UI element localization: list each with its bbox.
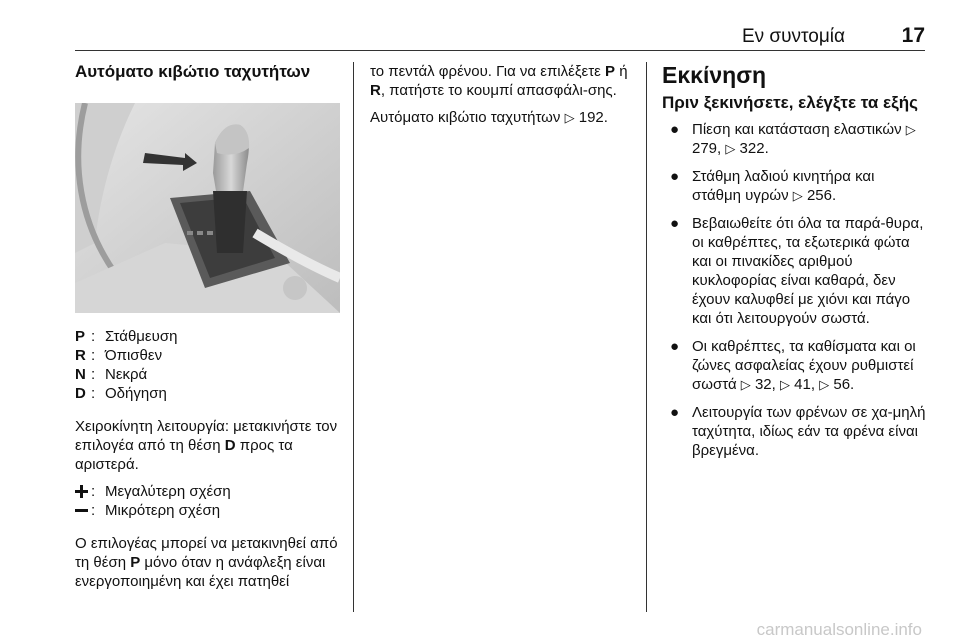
cross-reference[interactable]: Αυτόματο κιβώτιο ταχυτήτων ▷ 192. [370,109,608,126]
list-item: ● Πίεση και κατάσταση ελαστικών ▷ 279, ▷ 322. [670,121,916,157]
page-reference[interactable]: 32, [754,376,780,393]
reference-arrow-icon: ▷ [779,377,790,392]
column-3 [662,62,927,469]
reference-arrow-icon: ▷ [564,110,575,125]
continued-paragraph: το πεντάλ φρένου. Για να επιλέξετε P ή R, πατήστε το κουμπί απασφάλι-σης. [370,63,628,99]
page-reference[interactable]: 56. [833,376,855,393]
legend-text: Όπισθεν [105,347,163,364]
list-item: ● Οι καθρέπτες, τα καθίσματα και οι ζώνες ασφαλείας έχουν ρυθμιστεί σωστά ▷ 32, ▷ 41, ▷ 56. [670,338,916,393]
legend-row: N : Νεκρά [75,366,148,383]
legend-key: N [75,366,86,383]
column-1 [75,62,343,599]
legend-row: : Μικρότερη σχέση [75,501,343,520]
reference-arrow-icon: ▷ [792,188,803,203]
legend-key: R [75,347,86,364]
legend-text: Νεκρά [105,366,148,383]
watermark: carmanualsonline.info [756,620,922,639]
bullet-icon: ● [670,338,680,355]
bullet-icon: ● [670,121,680,138]
section-heading: Εκκίνηση [662,62,767,88]
reference-arrow-icon: ▷ [819,377,830,392]
page-number: 17 [901,24,925,47]
bullet-icon: ● [670,404,680,421]
manual-shift-legend [75,482,343,520]
legend-row: P : Στάθμευση [75,328,178,345]
legend-text: Μικρότερη σχέση [105,502,221,519]
checklist [662,120,927,460]
page-reference[interactable]: 41, [794,376,820,393]
page-reference[interactable]: 322. [739,140,769,157]
legend-text: Μεγαλύτερη σχέση [105,483,231,500]
page-reference[interactable]: 279, [692,140,726,157]
minus-icon [75,501,91,520]
legend-key: D [75,385,86,402]
manual-mode-paragraph: Χειροκίνητη λειτουργία: μετακινήστε τον επιλογέα από τη θέση D προς τα αριστερά. [75,418,338,473]
column-divider [646,62,647,612]
reference-arrow-icon: ▷ [905,122,916,137]
gear-selector-photo [75,103,340,313]
bullet-icon: ● [670,168,680,185]
legend-text: Στάθμευση [105,328,178,345]
page-header [75,22,925,51]
section-title: Εν συντομία [741,26,845,47]
legend-row: R : Όπισθεν [75,347,163,364]
reference-arrow-icon: ▷ [740,377,751,392]
plus-icon [75,482,91,501]
legend-text: Οδήγηση [105,385,167,402]
page-reference[interactable]: 256. [806,187,837,204]
section-heading: Αυτόματο κιβώτιο ταχυτήτων [75,62,311,81]
gear-position-legend [75,327,343,403]
column-divider [353,62,354,612]
legend-key: P [75,328,86,345]
list-item: ● Βεβαιωθείτε ότι όλα τα παρά-θυρα, οι καθρέπτες, τα εξωτερικά φώτα και οι πινακίδες αριθμού κυκλοφορίας είναι καθαρά, δεν έχουν καλυφθεί με χιόνι και πάγο και ότι λειτουργούν σωστά. [670,215,924,327]
list-item: ● Λειτουργία των φρένων σε χα-μηλή ταχύτητα, ιδίως εάν τα φρένα είναι βρεγμένα. [670,404,926,459]
reference-arrow-icon: ▷ [725,141,736,156]
selector-paragraph: Ο επιλογέας μπορεί να μετακινηθεί από τη θέση P μόνο όταν η ανάφλεξη είναι ενεργοποιημένη και έχει πατηθεί [75,535,338,590]
bullet-icon: ● [670,215,680,232]
legend-row: : Μεγαλύτερη σχέση [75,482,343,501]
subheading: Πριν ξεκινήσετε, ελέγξτε τα εξής [662,93,918,112]
legend-row: D : Οδήγηση [75,385,167,402]
list-item: ● Στάθμη λαδιού κινητήρα και στάθμη υγρών ▷ 256. [670,168,875,204]
column-2 [370,62,635,135]
